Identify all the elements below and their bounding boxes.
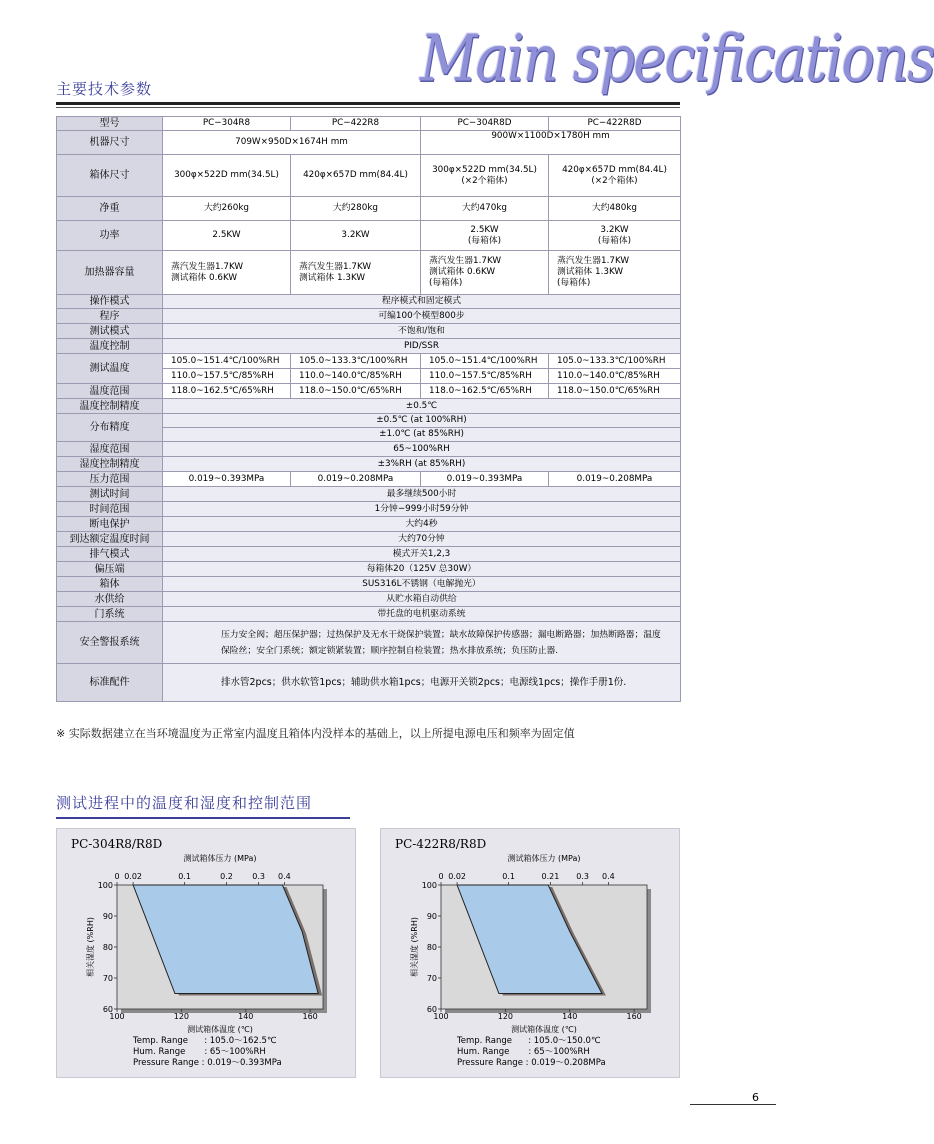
cell-chamber: 300φ×522D mm(34.5L) [163,155,291,197]
y-tick-label: 60 [426,1005,437,1014]
temp-range-text: Temp. Range : 105.0～150.0℃ [457,1036,601,1046]
x-axis-label: 测试箱体温度 (℃) [187,1025,253,1034]
spec-table [56,116,681,702]
top-axis-label: 测试箱体压力 (MPa) [507,854,581,863]
cell-testtemp: 105.0~151.4℃/100%RH [421,354,549,369]
cell-dist: ±1.0℃ (at 85%RH) [163,428,681,442]
cell-dist: ±0.5℃ (at 100%RH) [163,414,681,428]
row-label-chamber: 箱体尺寸 [57,155,163,197]
chart-title: PC-422R8/R8D [395,837,487,851]
model-name: PC−422R8 [291,117,421,131]
cell-testtemp: 105.0~151.4℃/100%RH [163,354,291,369]
table-row [57,562,681,577]
y-tick-label: 100 [421,881,437,890]
cell-temprange: 118.0~162.5℃/65%RH [421,384,549,399]
table-row [57,295,681,309]
row-label-bias: 偏压端 [57,562,163,577]
top-tick-label: 0.02 [124,872,142,881]
row-label-accessories: 标准配件 [57,664,163,702]
cell-weight: 大约280kg [291,197,421,221]
title-rule-thin [56,107,680,108]
table-row [57,622,681,664]
x-tick-label: 140 [562,1012,578,1021]
y-tick-label: 90 [102,912,113,921]
row-label-tempacc: 温度控制精度 [57,399,163,414]
table-row [57,324,681,339]
cell-program: 可编100个模型800步 [163,309,681,324]
table-row [57,251,681,295]
cell-tempctrl: PID/SSR [163,339,681,354]
table-row [57,607,681,622]
cell-pressure: 0.019~0.208MPa [549,472,681,487]
x-tick-label: 120 [173,1012,190,1021]
cell-safety: 压力安全阀；超压保护器；过热保护及无水干烧保护装置；缺水故障保护传感器；漏电断路器；加热断路器；温度保险丝；安全门系统；额定锁紧装置；顺序控制自检装置；热水排放系统；负压防止器. [163,622,681,664]
cell-testtemp: 105.0~133.3℃/100%RH [291,354,421,369]
row-label-water: 水供给 [57,592,163,607]
cell-bias: 每箱体20（125V 总30W） [163,562,681,577]
cell-timerange: 1分钟−999小时59分钟 [163,502,681,517]
row-label-reach: 到达额定温度时间 [57,532,163,547]
cell-humacc: ±3%RH (at 85%RH) [163,457,681,472]
cell-heater: 蒸汽发生器1.7KW 测试箱体 0.6KW (每箱体) [421,251,549,295]
row-label-tempctrl: 温度控制 [57,339,163,354]
row-label-heater: 加热器容量 [57,251,163,295]
cell-box: SUS316L不锈钢（电解抛光） [163,577,681,592]
table-row [57,487,681,502]
cell-testtemp: 110.0~140.0℃/85%RH [549,369,681,384]
y-axis-label: 相关湿度 (%RH) [410,917,419,977]
row-label-humacc: 湿度控制精度 [57,457,163,472]
cell-chamber: 420φ×657D mm(84.4L) (×2个箱体) [549,155,681,197]
table-row [57,472,681,487]
page-rule [690,1104,776,1105]
cell-exhaust: 模式开关1,2,3 [163,547,681,562]
banner-title: Main specifications [420,22,934,97]
x-tick-label: 100 [109,1012,125,1021]
y-tick-label: 80 [426,943,437,952]
table-row [57,117,681,131]
table-row [57,664,681,702]
cell-power: 2.5KW (每箱体) [421,221,549,251]
hum-range-text: Hum. Range : 65～100%RH [457,1047,590,1057]
row-label-door: 门系统 [57,607,163,622]
y-axis-label: 相关湿度 (%RH) [86,917,95,977]
cell-testtime: 最多继续500小时 [163,487,681,502]
x-tick-label: 160 [302,1012,318,1021]
cell-chamber: 300φ×522D mm(34.5L) (×2个箱体) [421,155,549,197]
x-tick-label: 100 [433,1012,449,1021]
cell-power: 3.2KW [291,221,421,251]
cell-power: 3.2KW (每箱体) [549,221,681,251]
cell-door: 带托盘的电机驱动系统 [163,607,681,622]
table-row [57,502,681,517]
cell-pressure: 0.019~0.208MPa [291,472,421,487]
table-row [57,197,681,221]
table-row [57,517,681,532]
cell-dims: 709W×950D×1674H mm [163,131,421,155]
section-rule [56,817,350,819]
pressure-range-text: Pressure Range : 0.019～0.393MPa [133,1058,282,1068]
y-tick-label: 100 [97,881,113,890]
cell-testtemp: 110.0~157.5℃/85%RH [421,369,549,384]
pressure-range-text: Pressure Range : 0.019～0.208MPa [457,1058,606,1068]
table-row [57,339,681,354]
top-tick-label: 0.4 [278,872,291,881]
row-label-outage: 断电保护 [57,517,163,532]
row-label-testtime: 测试时间 [57,487,163,502]
chart-panel-1 [56,828,356,1078]
cell-testtemp: 110.0~157.5℃/85%RH [163,369,291,384]
row-label-testtemp: 测试温度 [57,354,163,384]
cell-weight: 大约480kg [549,197,681,221]
model-name: PC−304R8 [163,117,291,131]
temp-range-text: Temp. Range : 105.0～162.5℃ [133,1036,277,1046]
model-name: PC−422R8D [549,117,681,131]
cell-outage: 大约4秒 [163,517,681,532]
row-label-humrange: 湿度范围 [57,442,163,457]
row-label-timerange: 时间范围 [57,502,163,517]
x-tick-label: 160 [626,1012,642,1021]
table-row [57,442,681,457]
y-tick-label: 90 [426,912,437,921]
table-row [57,592,681,607]
model-name: PC−304R8D [421,117,549,131]
row-label-dims: 机器尺寸 [57,131,163,155]
x-tick-label: 140 [238,1012,254,1021]
cell-humrange: 65~100%RH [163,442,681,457]
table-row [57,354,681,369]
cell-temprange: 118.0~162.5℃/65%RH [163,384,291,399]
chart-panel-2 [380,828,680,1078]
cell-weight: 大约470kg [421,197,549,221]
y-tick-label: 60 [102,1005,113,1014]
cell-pressure: 0.019~0.393MPa [163,472,291,487]
row-label-weight: 净重 [57,197,163,221]
row-label-exhaust: 排气模式 [57,547,163,562]
cell-heater: 蒸汽发生器1.7KW 测试箱体 1.3KW (每箱体) [549,251,681,295]
table-row [57,131,681,155]
cell-testmode: 不饱和/饱和 [163,324,681,339]
top-tick-label: 0 [438,872,444,881]
table-row [57,532,681,547]
hum-range-text: Hum. Range : 65～100%RH [133,1047,266,1057]
top-tick-label: 0.02 [448,872,466,881]
table-row [57,155,681,197]
row-label-pressure: 压力范围 [57,472,163,487]
cell-temprange: 118.0~150.0℃/65%RH [549,384,681,399]
cell-heater: 蒸汽发生器1.7KW 测试箱体 0.6KW [163,251,291,295]
table-row [57,414,681,428]
cell-temprange: 118.0~150.0℃/65%RH [291,384,421,399]
chart-title: PC-304R8/R8D [71,837,163,851]
page-number: 6 [752,1091,759,1104]
row-label-model: 型号 [57,117,163,131]
top-tick-label: 0.1 [502,872,515,881]
table-row [57,221,681,251]
top-tick-label: 0.21 [541,872,560,881]
row-label-program: 程序 [57,309,163,324]
top-tick-label: 0.3 [576,872,589,881]
row-label-dist: 分布精度 [57,414,163,442]
row-label-opmode: 操作模式 [57,295,163,309]
x-tick-label: 120 [497,1012,514,1021]
row-label-box: 箱体 [57,577,163,592]
table-row [57,577,681,592]
cell-testtemp: 110.0~140.0℃/85%RH [291,369,421,384]
cell-chamber: 420φ×657D mm(84.4L) [291,155,421,197]
x-axis-label: 测试箱体温度 (℃) [511,1025,577,1034]
footnote: ※ 实际数据建立在当环境温度为正常室内温度且箱体内没样本的基础上，以上所提电源电压和频率为固定值 [56,727,575,740]
top-tick-label: 0.2 [220,872,233,881]
top-tick-label: 0.3 [252,872,265,881]
cell-pressure: 0.019~0.393MPa [421,472,549,487]
cell-weight: 大约260kg [163,197,291,221]
table-row [57,547,681,562]
cell-opmode: 程序模式和固定模式 [163,295,681,309]
cell-dims: 900W×1100D×1780H mm [421,131,681,155]
cell-reach: 大约70分钟 [163,532,681,547]
row-label-power: 功率 [57,221,163,251]
top-tick-label: 0.1 [178,872,191,881]
cell-water: 从贮水箱自动供给 [163,592,681,607]
y-tick-label: 70 [102,974,113,983]
top-tick-label: 0 [114,872,120,881]
row-label-testmode: 测试模式 [57,324,163,339]
cell-tempacc: ±0.5℃ [163,399,681,414]
section-title-ranges: 测试进程中的温度和湿度和控制范围 [56,794,313,812]
table-row [57,457,681,472]
table-row [57,399,681,414]
row-label-temprange: 温度范围 [57,384,163,399]
title-rule [56,102,680,105]
y-tick-label: 80 [102,943,113,952]
y-tick-label: 70 [426,974,437,983]
top-axis-label: 测试箱体压力 (MPa) [183,854,257,863]
table-row [57,384,681,399]
cell-testtemp: 105.0~133.3℃/100%RH [549,354,681,369]
top-tick-label: 0.4 [602,872,615,881]
cell-accessories: 排水管2pcs；供水软管1pcs；辅助供水箱1pcs；电源开关锁2pcs；电源线1pcs；操作手册1份. [163,664,681,702]
section-title-specs: 主要技术参数 [56,80,153,98]
cell-heater: 蒸汽发生器1.7KW 测试箱体 1.3KW [291,251,421,295]
cell-power: 2.5KW [163,221,291,251]
row-label-safety: 安全警报系统 [57,622,163,664]
table-row [57,309,681,324]
